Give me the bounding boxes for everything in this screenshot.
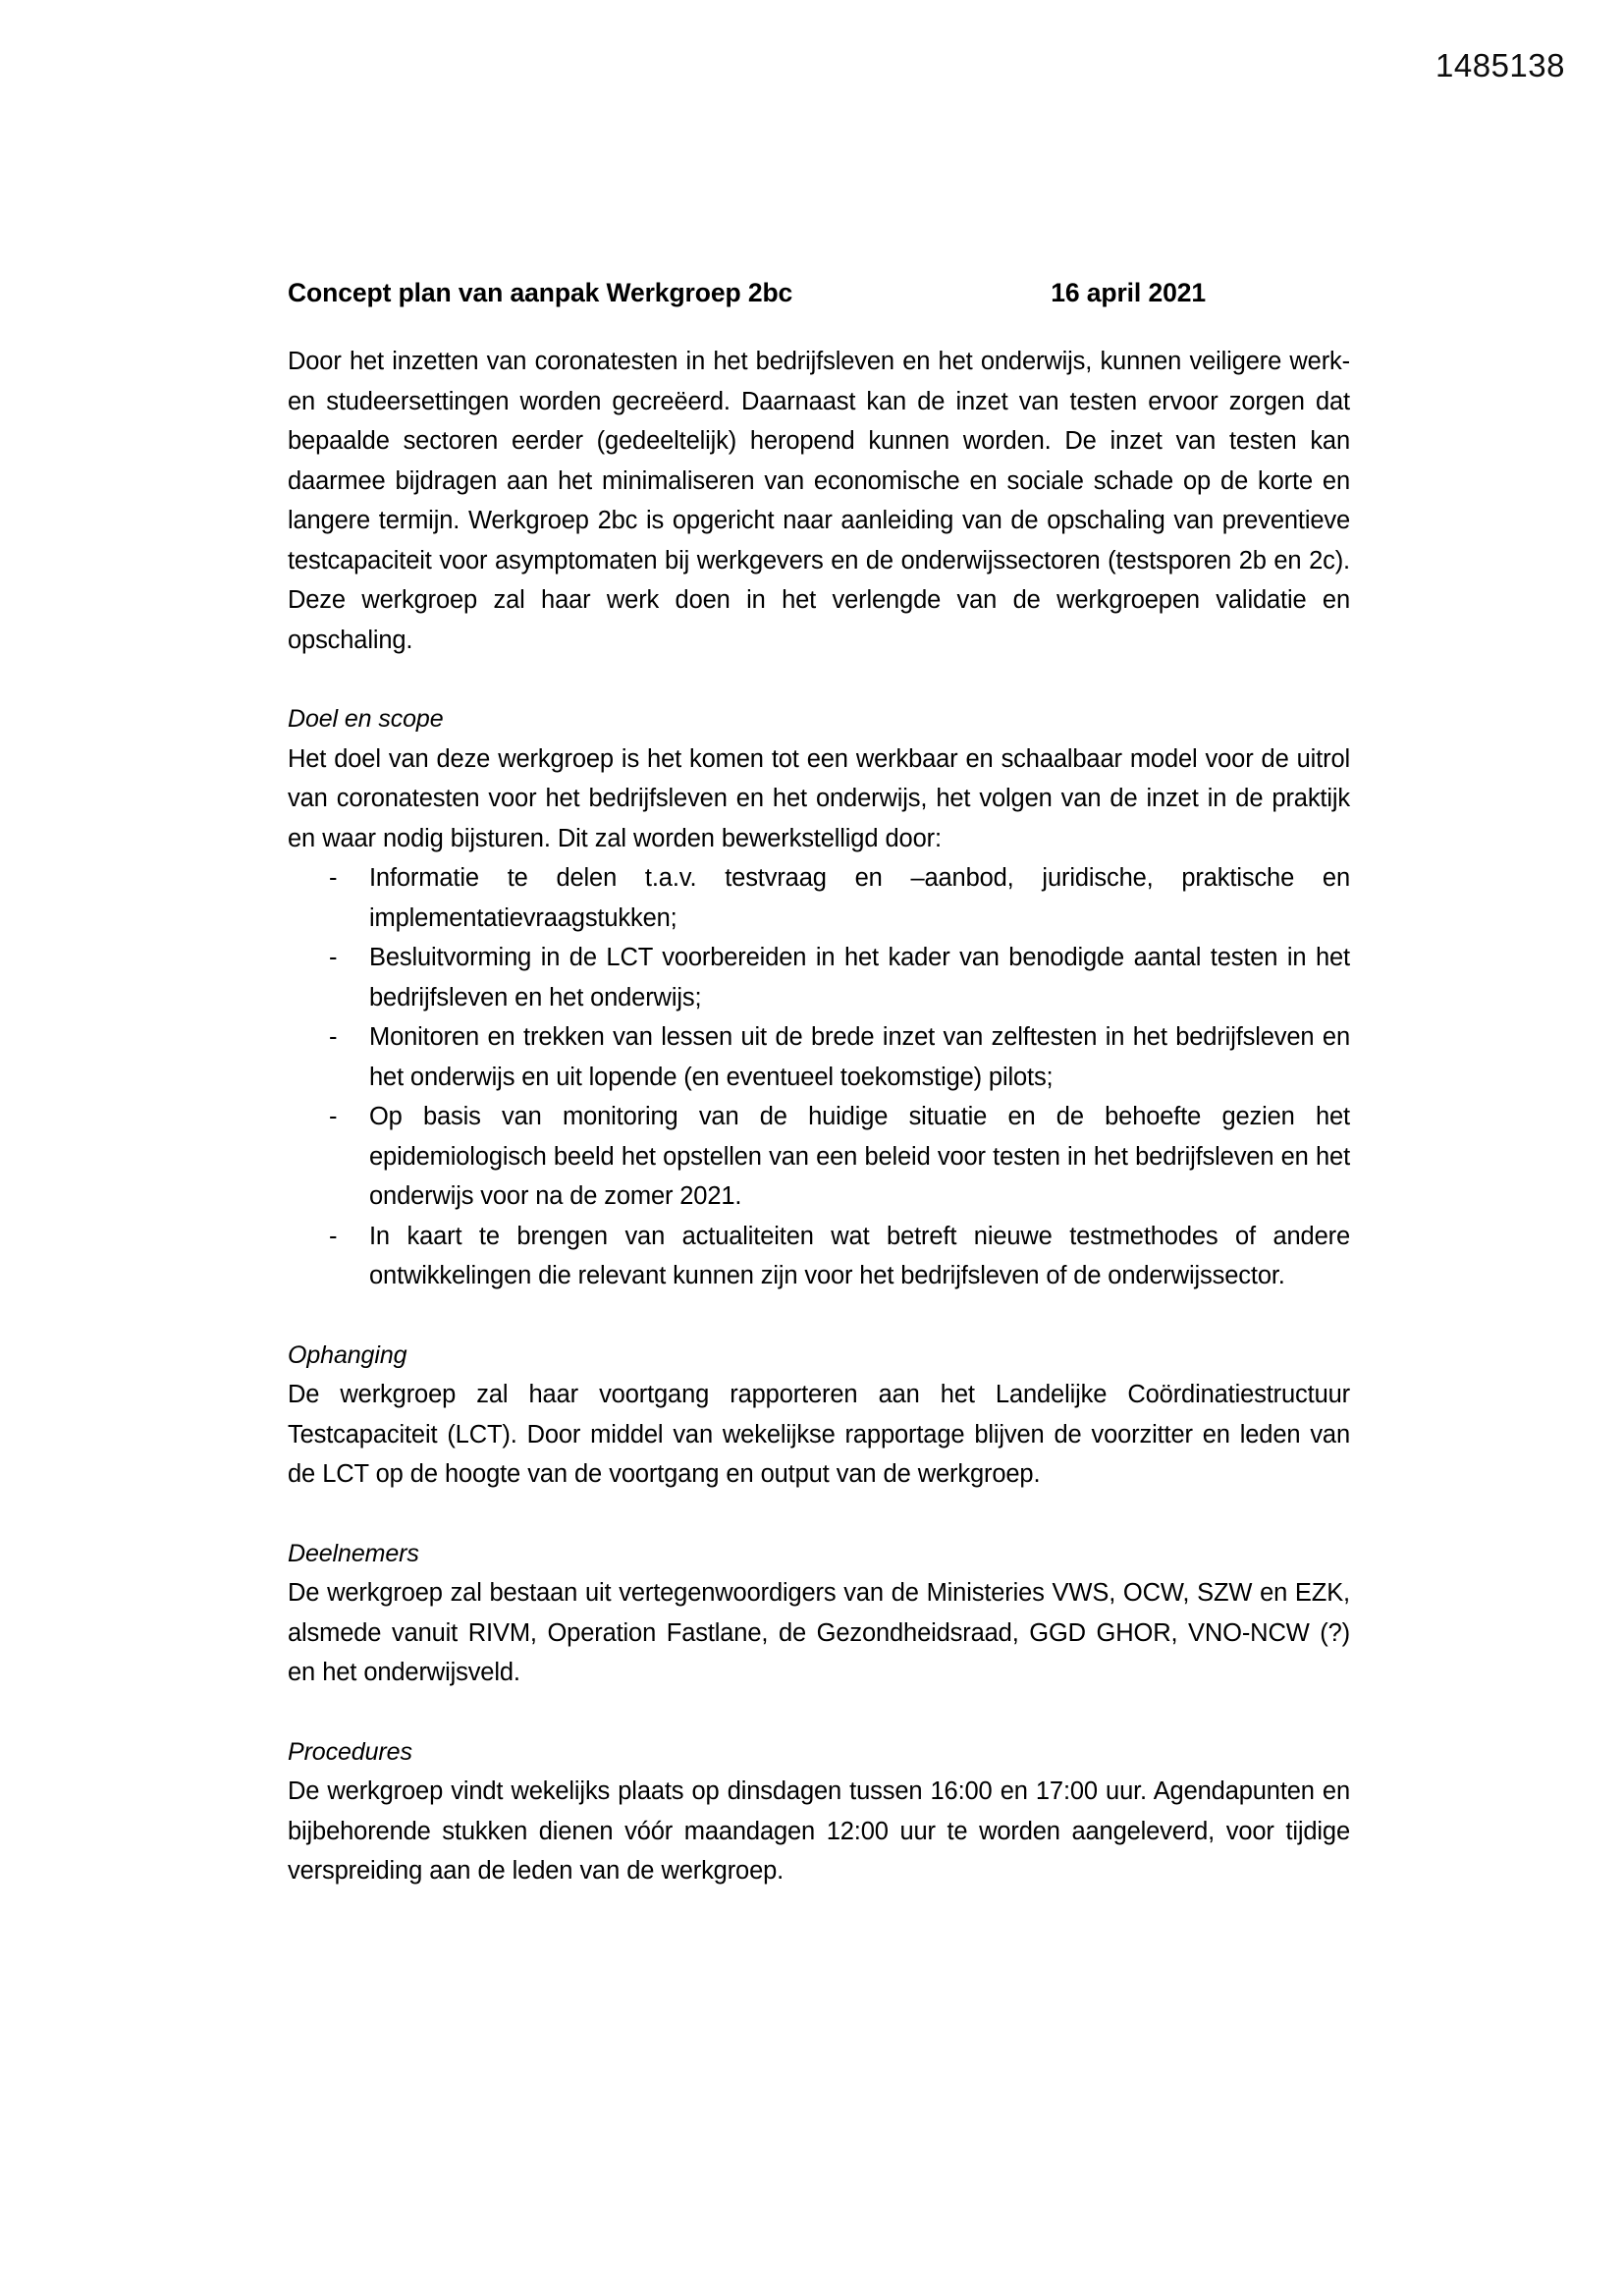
paragraph-spacer [288,1495,1350,1534]
paragraph-spacer [288,1296,1350,1336]
section-heading: Ophanging [288,1340,407,1369]
document-number: 1485138 [1435,47,1565,83]
list-item: - In kaart te brengen van actualiteiten wat betreft nieuwe testmethodes of andere ontwikkelingen die relevant kunnen zijn voor het bedrijfsleven of de onderwijssector. [288,1217,1350,1296]
section-ophanging [288,1336,1350,1495]
section-paragraph: Het doel van deze werkgroep is het komen tot een werkbaar en schaalbaar model voor de uitrol van coronatesten voor het bedrijfsleven en het onderwijs, het volgen van de inzet in de praktijk en waar nodig bijsturen. Dit zal worden bewerkstelligd door: [288,744,1350,852]
list-item: - Op basis van monitoring van de huidige situatie en de behoefte gezien het epidemiologisch beeld het opstellen van een beleid voor testen in het bedrijfsleven en het onderwijs voor na de zomer 2021. [288,1097,1350,1217]
paragraph-spacer [288,1693,1350,1732]
section-heading: Doel en scope [288,705,444,733]
section-paragraph: De werkgroep vindt wekelijks plaats op dinsdagen tussen 16:00 en 17:00 uur. Agendapunten en bijbehorende stukken dienen vóór maandagen 12:00 uur te worden aangeleverd, voor tijdige verspreiding aan de leden van de werkgroep. [288,1777,1350,1885]
section-heading: Deelnemers [288,1539,419,1567]
paragraph-spacer [288,660,1350,699]
list-item: - Informatie te delen t.a.v. testvraag en –aanbod, juridische, praktische en implementatievraagstukken; [288,858,1350,938]
section-paragraph: De werkgroep zal haar voortgang rapporteren aan het Landelijke Coördinatiestructuur Testcapaciteit (LCT). Door middel van wekelijkse rapportage blijven de voorzitter en leden van de LCT op de hoogte van de voortgang en output van de werkgroep. [288,1381,1350,1488]
intro-paragraph: Door het inzetten van coronatesten in het bedrijfsleven en het onderwijs, kunnen veiligere werk- en studeersettingen worden gecreëerd. Daarnaast kan de inzet van testen ervoor zorgen dat bepaalde sectoren eerder (gedeeltelijk) heropend kunnen worden. De inzet van testen kan daarmee bijdragen aan het minimaliseren van economische en sociale schade op de korte en langere termijn. Werkgroep 2bc is opgericht naar aanleiding van de opschaling van preventieve testcapaciteit voor asymptomaten bij werkgevers en de onderwijssectoren (testsporen 2b en 2c). Deze werkgroep zal haar werk doen in het verlengde van de werkgroepen validatie en opschaling. [288,348,1350,654]
section-heading: Procedures [288,1737,412,1766]
document-date: 16 april 2021 [1051,278,1207,307]
document-header [288,278,1350,308]
list-item: - Monitoren en trekken van lessen uit de brede inzet van zelftesten in het bedrijfsleven en het onderwijs en uit lopende (en eventueel toekomstige) pilots; [288,1017,1350,1097]
section-bullet-list [288,858,1350,1296]
page-title: Concept plan van aanpak Werkgroep 2bc [288,278,793,307]
section-paragraph: De werkgroep zal bestaan uit vertegenwoordigers van de Ministeries VWS, OCW, SZW en EZK, alsmede vanuit RIVM, Operation Fastlane, de Gezondheidsraad, GGD GHOR, VNO-NCW (?) en het onderwijsveld. [288,1579,1350,1686]
list-item: - Besluitvorming in de LCT voorbereiden in het kader van benodigde aantal testen in het bedrijfsleven en het onderwijs; [288,938,1350,1017]
section-deelnemers [288,1534,1350,1693]
section-doel-en-scope [288,699,1350,1296]
document-body [288,278,1350,1891]
section-procedures [288,1732,1350,1891]
